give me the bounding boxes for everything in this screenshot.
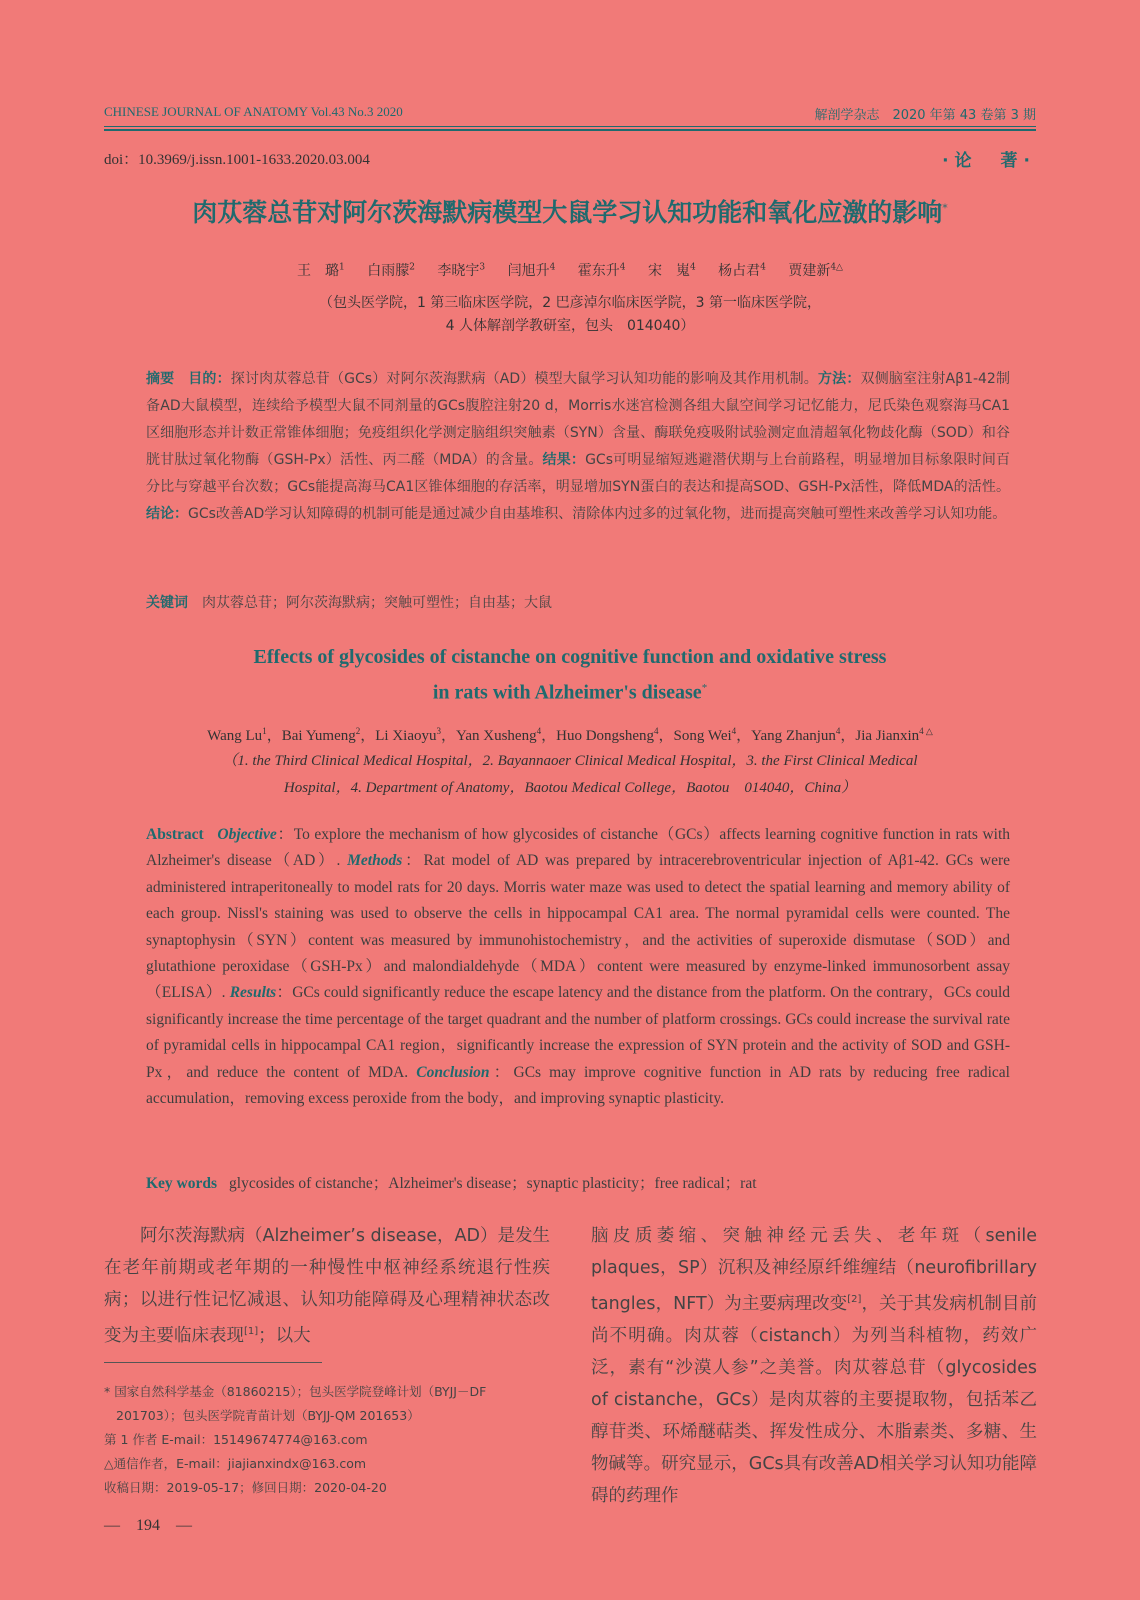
- cn-author: 贾建新$^{4\triangle}$: [788, 262, 843, 279]
- journal-header-cn: 解剖学杂志 2020 年第 43 卷第 3 期: [814, 108, 1036, 123]
- footnote-fund-cont: 201703）；包头医学院青苗计划（BYJJ-QM 201653）: [116, 1408, 420, 1423]
- footnote-rule: [104, 1362, 322, 1363]
- citation-ref[interactable]: [1]: [244, 1326, 259, 1337]
- cn-author: 李晓宇$^3$: [437, 262, 486, 279]
- en-results-label: Results: [229, 984, 277, 1002]
- cn-results-label: 结果：: [542, 452, 586, 468]
- cn-methods-label: 方法：: [817, 371, 861, 387]
- en-objective-label: Objective: [217, 826, 277, 843]
- en-title: [0, 642, 1140, 709]
- page-number: — 194 —: [104, 1517, 193, 1534]
- cn-author: 白雨朦$^2$: [367, 262, 415, 279]
- header-rule-thick: [104, 129, 1036, 131]
- body-column-right: [591, 1220, 1037, 1512]
- body-column-left: [104, 1220, 550, 1352]
- cn-author: 王 璐$^1$: [297, 262, 345, 279]
- cn-affiliation: [0, 292, 1140, 338]
- cn-title: [0, 193, 1140, 229]
- en-results: ：GCs could significantly reduce the escape latency and the distance from the platform. On the contrary，GCs could significantly increase the time percentage of the target quadrant and the number of platform crossings. GCs could increase the survival rate of pyramidal cells in hippocampal CA1 region，significantly increase the expression of SYN protein and the activity of SOD and GSH-Px，and reduce the content of MDA.: [146, 984, 1011, 1081]
- en-author: Wang Lu$^1$，: [207, 726, 282, 744]
- body-text: 阿尔茨海默病（Alzheimer’s disease，AD）是发生在老年前期或老年期的一种慢性中枢神经系统退行性疾病；以进行性记忆减退、认知功能障碍及心理精神状态改变为主要临床表现: [104, 1226, 550, 1346]
- footnote-fund: * 国家自然科学基金（81860215）；包头医学院登峰计划（BYJJ－DF: [104, 1384, 487, 1399]
- cn-results: GCs可明显缩短逃避潜伏期与上台前路程，明显增加目标象限时间百分比与穿越平台次数；GCs能提高海马CA1区锥体细胞的存活率，明显增加SYN蛋白的表达和提高SOD、GSH-Px活性，降低MDA的活性。: [146, 452, 1011, 495]
- journal-header-en: CHINESE JOURNAL OF ANATOMY Vol.43 No.3 2020: [104, 104, 403, 119]
- en-keywords-text: glycosides of cistanche；Alzheimer's disease；synaptic plasticity；free radical；rat: [229, 1175, 757, 1192]
- cn-author: 霍东升$^4$: [577, 262, 626, 279]
- header-rule-thin: [104, 126, 1036, 127]
- body-text: ，关于其发病机制目前尚不明确。肉苁蓉（cistanch）为列当科植物，药效广泛，素有“沙漠人参”之美誉。肉苁蓉总苷（glycosides of cistanche，GCs）是肉苁蓉的主要提取物，包括苯乙醇苷类、环烯醚萜类、挥发性成分、木脂素类、多糖、生物碱等。研究显示，GCs具有改善AD相关学习认知功能障碍的药理作: [591, 1293, 1038, 1506]
- cn-conclusion-label: 结论：: [146, 506, 188, 522]
- cn-author: 杨占君$^4$: [718, 262, 766, 279]
- en-affiliation-line: （1. the Third Clinical Medical Hospital，2. Bayannaoer Clinical Medical Hospital，3. the First Clinical Medical: [222, 753, 918, 769]
- en-author: Bai Yumeng$^2$，: [281, 726, 376, 744]
- en-conclusion: ：GCs may improve cognitive function in AD rats by reducing free radical accumulation，removing excess peroxide from the body，and improving synaptic plasticity.: [146, 1063, 1010, 1108]
- en-author: Yang Zhanjun$^4$，: [751, 726, 856, 744]
- cn-affiliation-line: （包头医学院，1 第三临床医学院，2 巴彦淖尔临床医学院，3 第一临床医学院，: [318, 295, 822, 311]
- en-title-mark: *: [701, 682, 708, 694]
- citation-ref[interactable]: [2]: [847, 1294, 862, 1305]
- en-author: Jia Jianxin$^{4 \triangle}$: [855, 726, 933, 744]
- cn-keywords-text: 肉苁蓉总苷；阿尔茨海默病；突触可塑性；自由基；大鼠: [202, 595, 552, 611]
- en-author: Yan Xusheng$^4$，: [456, 726, 557, 744]
- en-conclusion-label: Conclusion: [416, 1063, 490, 1081]
- en-affiliation-line: Hospital，4. Department of Anatomy，Baotou Medical College，Baotou 014040，China）: [283, 780, 857, 796]
- body-text: 脑皮质萎缩、突触神经元丢失、老年斑（senile plaques，SP）沉积及神经原纤维缠结（neurofibrillary tangles，NFT）为主要病理改变: [591, 1226, 1037, 1314]
- cn-author: 宋 嵬$^4$: [647, 262, 696, 279]
- footnote-corresponding[interactable]: △通信作者，E-mail：jiajianxindx@163.com: [104, 1456, 367, 1471]
- en-title-line: in rats with Alzheimer's disease*: [432, 681, 708, 704]
- cn-objective: 探讨肉苁蓉总苷（GCs）对阿尔茨海默病（AD）模型大鼠学习认知功能的影响及其作用机制。: [230, 371, 818, 387]
- en-title-line: Effects of glycosides of cistanche on cognitive function and oxidative stress: [253, 646, 887, 668]
- en-author: Song Wei$^4$，: [673, 726, 752, 744]
- cn-affiliation-line: 4 人体解剖学教研室，包头 014040）: [445, 318, 695, 334]
- en-abstract: [146, 822, 1010, 1112]
- en-keywords: [146, 1171, 757, 1193]
- en-author: Huo Dongsheng$^4$，: [556, 726, 674, 744]
- section-tag: ·论 著·: [942, 151, 1036, 171]
- cn-keywords-label: 关键词: [146, 595, 188, 611]
- cn-keywords: [146, 592, 552, 612]
- en-objective: ：To explore the mechanism of how glycosides of cistanche（GCs）affects learning cognitive function in rats with Alzheimer's disease（AD）.: [146, 826, 1011, 870]
- en-author: Li Xiaoyu$^3$，: [375, 726, 457, 744]
- en-authors: [0, 724, 1140, 745]
- cn-conclusion: GCs改善AD学习认知障碍的机制可能是通过减少自由基堆积、清除体内过多的过氧化物，进而提高突触可塑性来改善学习认知功能。: [188, 506, 1007, 522]
- cn-title-text: 肉苁蓉总苷对阿尔茨海默病模型大鼠学习认知功能和氧化应激的影响: [192, 198, 943, 227]
- doi[interactable]: doi：10.3969/j.issn.1001-1633.2020.03.004: [104, 152, 370, 168]
- cn-authors: [0, 260, 1140, 280]
- footnotes: [104, 1380, 554, 1500]
- cn-abstract: [146, 366, 1010, 528]
- en-methods: ：Rat model of AD was prepared by intracerebroventricular injection of Aβ1-42. GCs were administered intraperitoneally to model rats for 20 days. Morris water maze was used to detect the spatial learning and memory ability of each group. Nissl's staining was used to observe the cells in hippocampal CA1 area. The normal pyramidal cells were counted. The synaptophysin（SYN）content was measured by immunohistochemistry，and the activities of superoxide dismutase（SOD）and glutathione peroxidase（GSH-Px）and malondialdehyde（MDA）content were measured by enzyme-linked immunosorbent assay（ELISA）.: [146, 852, 1011, 1002]
- cn-objective-label: 目的：: [188, 371, 231, 387]
- footnote-first-author[interactable]: 第 1 作者 E-mail：15149674774@163.com: [104, 1432, 368, 1447]
- en-keywords-label: Key words: [146, 1175, 218, 1192]
- body-text: ；以大: [258, 1325, 311, 1346]
- cn-methods: 双侧脑室注射Aβ1-42制备AD大鼠模型，连续给予模型大鼠不同剂量的GCs腹腔注射20 d，Morris水迷宫检测各组大鼠空间学习记忆能力，尼氏染色观察海马CA1区细胞形态并计数正常锥体细胞；免疫组织化学测定脑组织突触素（SYN）含量、酶联免疫吸附试验测定血清超氧化物歧化酶（SOD）和谷胱甘肽过氧化物酶（GSH-Px）活性、丙二醛（MDA）的含量。: [146, 371, 1011, 468]
- en-abstract-label: Abstract: [146, 826, 204, 843]
- en-methods-label: Methods: [347, 852, 403, 870]
- cn-title-mark: *: [942, 201, 948, 215]
- cn-author: 闫旭升$^4$: [507, 262, 556, 279]
- en-affiliation: [0, 748, 1140, 802]
- cn-abstract-label: 摘要: [146, 371, 175, 387]
- footnote-dates: 收稿日期：2019-05-17；修回日期：2020-04-20: [104, 1480, 387, 1495]
